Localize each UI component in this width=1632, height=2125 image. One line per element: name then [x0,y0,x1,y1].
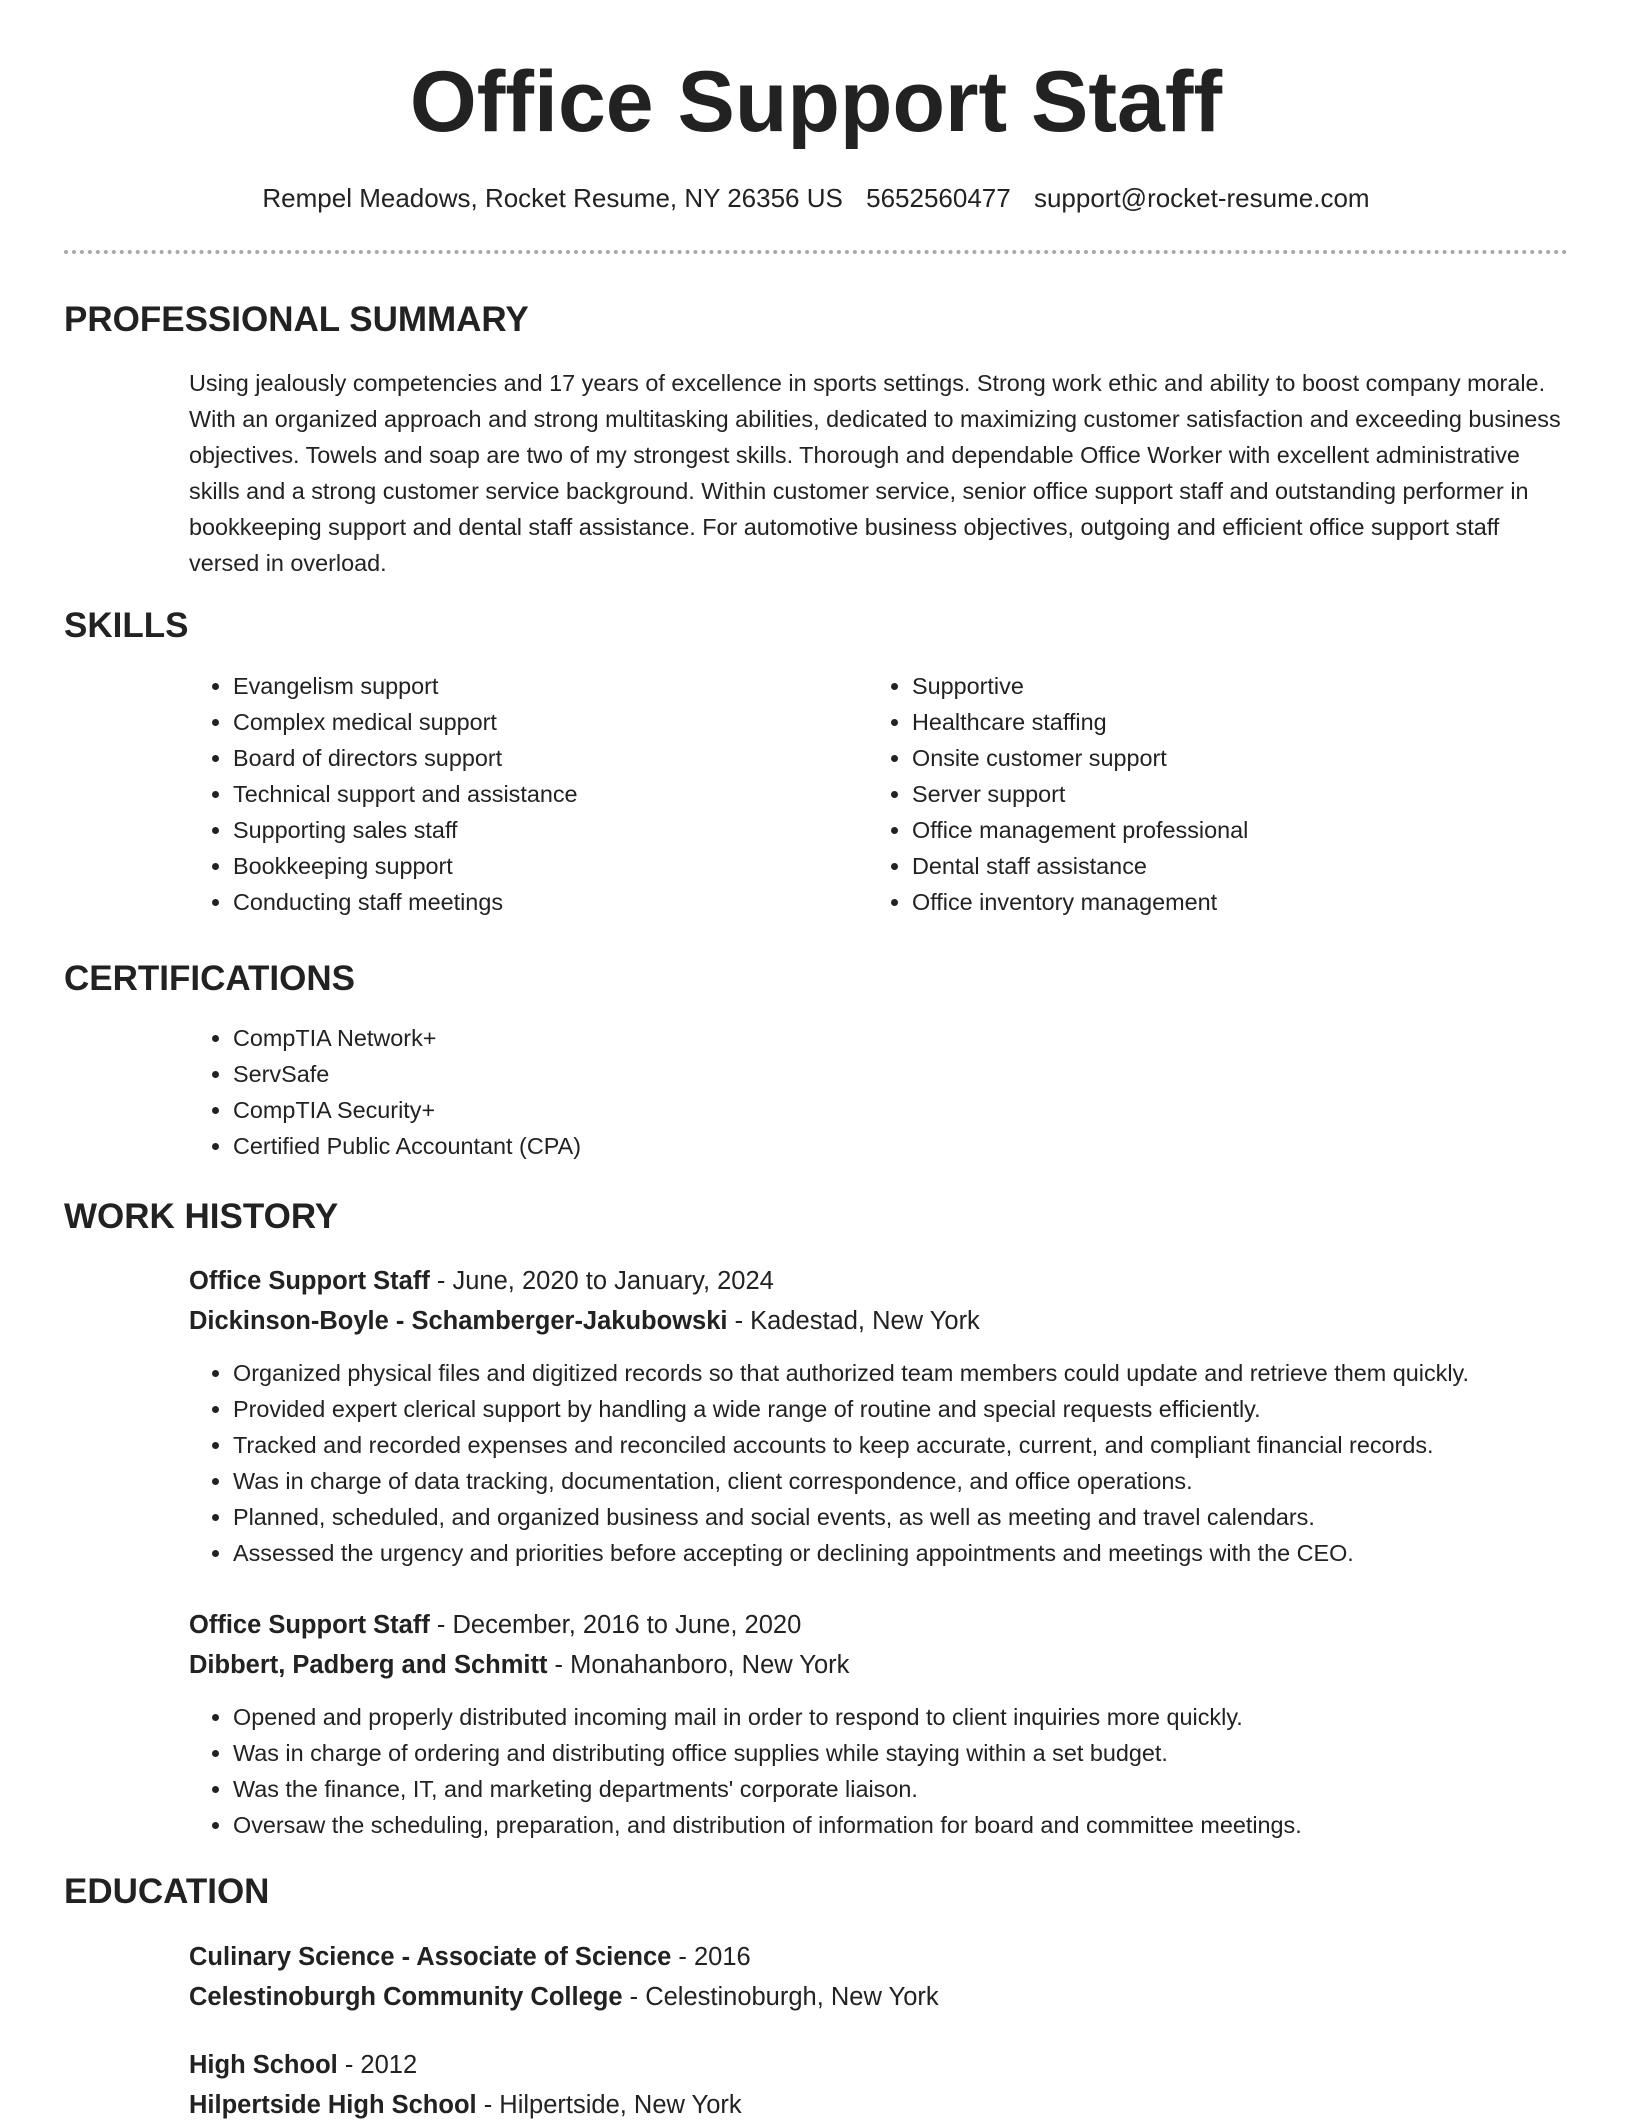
job-dates: - December, 2016 to June, 2020 [429,1611,802,1639]
list-item: • Oversaw the scheduling, preparation, and distribution of information for board and committee meetings. [233,1807,1632,1843]
list-item: • Healthcare staffing [912,704,1572,740]
list-item: • Conducting staff meetings [233,884,853,920]
contact-phone: 5652560477 [866,183,1011,213]
certifications-list [189,1020,1233,1164]
job-company: Dickinson-Boyle - Schamberger-Jakubowski [189,1307,728,1335]
job-title: Office Support Staff [189,1267,430,1295]
list-item: • Bookkeeping support [233,848,853,884]
skills-heading: SKILLS [64,606,189,645]
job-bullets [189,1355,1632,1571]
education-degree: Culinary Science - Associate of Science [189,1943,672,1971]
skills-list-right [868,668,1572,920]
list-item: • Office management professional [912,812,1572,848]
list-item: • Planned, scheduled, and organized business and social events, as well as meeting and travel calendars. [233,1499,1632,1535]
education-location: - Celestinoburgh, New York [622,1983,939,2011]
contact-email[interactable]: support@rocket-resume.com [1033,183,1370,213]
certifications-heading: CERTIFICATIONS [64,959,356,998]
job-dates: - June, 2020 to January, 2024 [429,1267,774,1295]
list-item: • Technical support and assistance [233,776,853,812]
education-school: Hilpertside High School [189,2091,477,2119]
contact-address: Rempel Meadows, Rocket Resume, NY 26356 US [262,183,843,213]
list-item: • Provided expert clerical support by handling a wide range of routine and special requests efficiently. [233,1391,1632,1427]
list-item: • Onsite customer support [912,740,1572,776]
header-divider [64,250,1568,254]
list-item: • Certified Public Accountant (CPA) [233,1128,1233,1164]
education-location: - Hilpertside, New York [476,2091,742,2119]
job-location: - Kadestad, New York [727,1307,980,1335]
education-degree-line [189,1937,751,1977]
job-title-line [189,1605,801,1645]
education-school-line [189,1977,939,2017]
list-item: • Office inventory management [912,884,1572,920]
job-title-line [189,1261,774,1301]
education-year: - 2012 [337,2051,418,2079]
summary-heading: PROFESSIONAL SUMMARY [64,300,529,339]
education-heading: EDUCATION [64,1872,270,1911]
list-item: • Assessed the urgency and priorities before accepting or declining appointments and meetings with the CEO. [233,1535,1632,1571]
job-bullets [189,1699,1632,1843]
work-history-heading: WORK HISTORY [64,1197,339,1236]
list-item: • Evangelism support [233,668,853,704]
candidate-name: Office Support Staff [409,54,1223,150]
list-item: • Was the finance, IT, and marketing departments' corporate liaison. [233,1771,1632,1807]
list-item: • CompTIA Security+ [233,1092,1233,1128]
list-item: • Supporting sales staff [233,812,853,848]
list-item: • Dental staff assistance [912,848,1572,884]
job-company-line [189,1301,980,1341]
skills-list-left [189,668,853,920]
list-item: • Server support [912,776,1572,812]
list-item: • Supportive [912,668,1572,704]
list-item: • Board of directors support [233,740,853,776]
education-school: Celestinoburgh Community College [189,1983,623,2011]
list-item: • Organized physical files and digitized records so that authorized team members could update and retrieve them quickly. [233,1355,1632,1391]
job-title: Office Support Staff [189,1611,430,1639]
list-item: • Was in charge of data tracking, documentation, client correspondence, and office operations. [233,1463,1632,1499]
list-item: • Opened and properly distributed incoming mail in order to respond to client inquiries more quickly. [233,1699,1632,1735]
contact-line [0,180,1632,216]
list-item: • Was in charge of ordering and distributing office supplies while staying within a set budget. [233,1735,1632,1771]
education-degree: High School [189,2051,338,2079]
list-item: • Complex medical support [233,704,853,740]
list-item: • Tracked and recorded expenses and reconciled accounts to keep accurate, current, and compliant financial records. [233,1427,1632,1463]
education-school-line [189,2085,742,2125]
education-degree-line [189,2045,417,2085]
job-location: - Monahanboro, New York [547,1651,850,1679]
job-company-line [189,1645,849,1685]
job-company: Dibbert, Padberg and Schmitt [189,1651,548,1679]
list-item: • ServSafe [233,1056,1233,1092]
education-year: - 2016 [671,1943,751,1971]
summary-text: Using jealously competencies and 17 years of excellence in sports settings. Strong work ethic and ability to boost company morale. With an organized approach and strong multitasking abilities, dedicated to maximizing customer satisfaction and exceeding business objectives. Towels and soap are two of my strongest skills. Thorough and dependable Office Worker with excellent administrative skills and a strong customer service background. Within customer service, senior office support staff and outstanding performer in bookkeeping support and dental staff assistance. For automotive business objectives, outgoing and efficient office support staff versed in overload. [189,370,1561,576]
list-item: • CompTIA Network+ [233,1020,1233,1056]
